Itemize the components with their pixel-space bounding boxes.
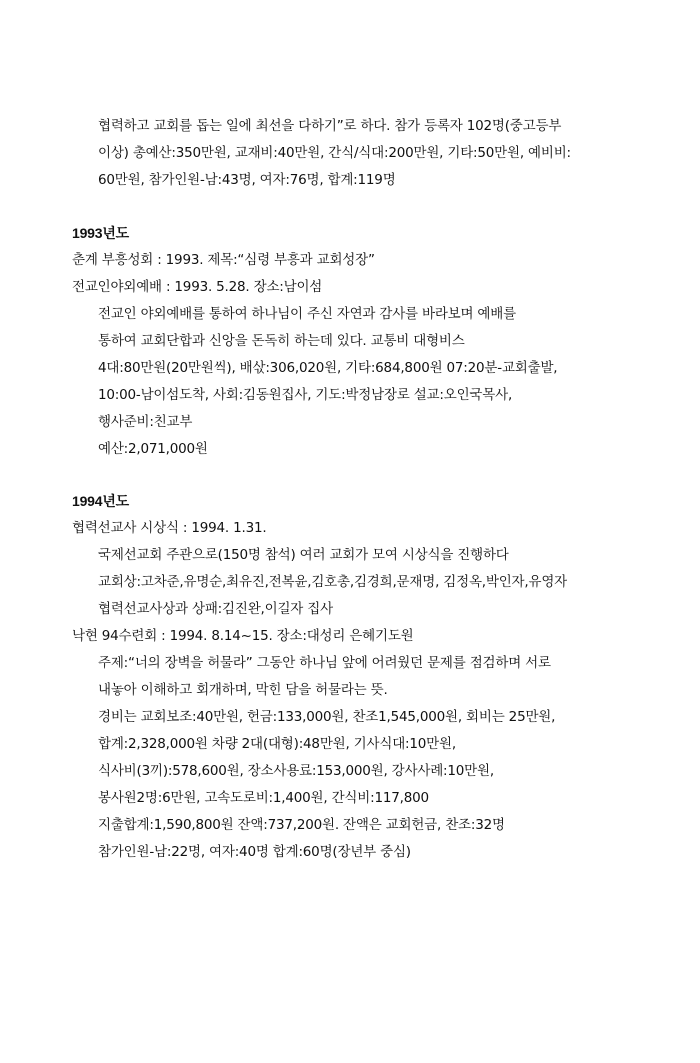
event-detail-line: 지출합계:1,590,800원 잔액:737,200원. 잔액은 교회헌금, 찬조:32명: [98, 817, 505, 833]
intro-line: 이상) 총예산:350만원, 교재비:40만원, 간식/식대:200만원, 기타:50만원, 예비비:: [98, 145, 571, 161]
event-outdoor-worship: 전교인야외예배 : 1993. 5.28. 장소:남이섬: [72, 279, 323, 295]
intro-line: 협력하고 교회를 돕는 일에 최선을 다하기”로 하다. 참가 등록자 102명(중고등부: [98, 118, 562, 134]
event-revival-meeting: 춘계 부흥성회 : 1993. 제목:“심령 부흥과 교회성장”: [72, 252, 375, 268]
event-detail-line: 통하여 교회단합과 신앙을 돈독히 하는데 있다. 교통비 대형비스: [98, 333, 465, 349]
event-detail-line: 10:00-남이섬도착, 사회:김동원집사, 기도:박정남장로 설교:오인국목사,: [98, 387, 513, 403]
event-detail-line: 식사비(3끼):578,600원, 장소사용료:153,000원, 강사사례:10만원,: [98, 763, 494, 779]
event-detail-line: 행사준비:친교부: [98, 414, 193, 430]
event-detail-line: 교회상:고차준,유명순,최유진,전복윤,김호총,김경희,문재명, 김정옥,박인자,유영자: [98, 574, 568, 590]
event-detail-line: 예산:2,071,000원: [98, 441, 208, 457]
intro-line: 60만원, 참가인원-남:43명, 여자:76명, 합계:119명: [98, 172, 396, 188]
event-detail-line: 경비는 교회보조:40만원, 헌금:133,000원, 찬조1,545,000원, 회비는 25만원,: [98, 709, 556, 725]
year-heading-1993: 1993년도: [72, 225, 129, 241]
event-detail-line: 참가인원-남:22명, 여자:40명 합계:60명(장년부 중심): [98, 844, 411, 860]
event-detail-line: 주제:“너의 장벽을 허물라” 그동안 하나님 앞에 어려웠던 문제를 점검하며 서로: [98, 655, 551, 671]
event-retreat: 낙현 94수련회 : 1994. 8.14~15. 장소:대성리 은혜기도원: [72, 628, 414, 644]
event-detail-line: 내놓아 이해하고 회개하며, 막힌 담을 허물라는 뜻.: [98, 682, 388, 698]
event-detail-line: 협력선교사상과 상패:김진완,이길자 집사: [98, 601, 333, 617]
event-missionary-award: 협력선교사 시상식 : 1994. 1.31.: [72, 520, 267, 536]
event-detail-line: 전교인 야외예배를 통하여 하나님이 주신 자연과 감사를 바라보며 예배를: [98, 306, 516, 322]
year-heading-1994: 1994년도: [72, 493, 129, 509]
event-detail-line: 4대:80만원(20만원씩), 배삯:306,020원, 기타:684,800원 07:20분-교회출발,: [98, 360, 558, 376]
event-detail-line: 봉사원2명:6만원, 고속도로비:1,400원, 간식비:117,800: [98, 790, 429, 806]
event-detail-line: 합계:2,328,000원 차량 2대(대형):48만원, 기사식대:10만원,: [98, 736, 456, 752]
event-detail-line: 국제선교회 주관으로(150명 참석) 여러 교회가 모여 시상식을 진행하다: [98, 547, 509, 563]
